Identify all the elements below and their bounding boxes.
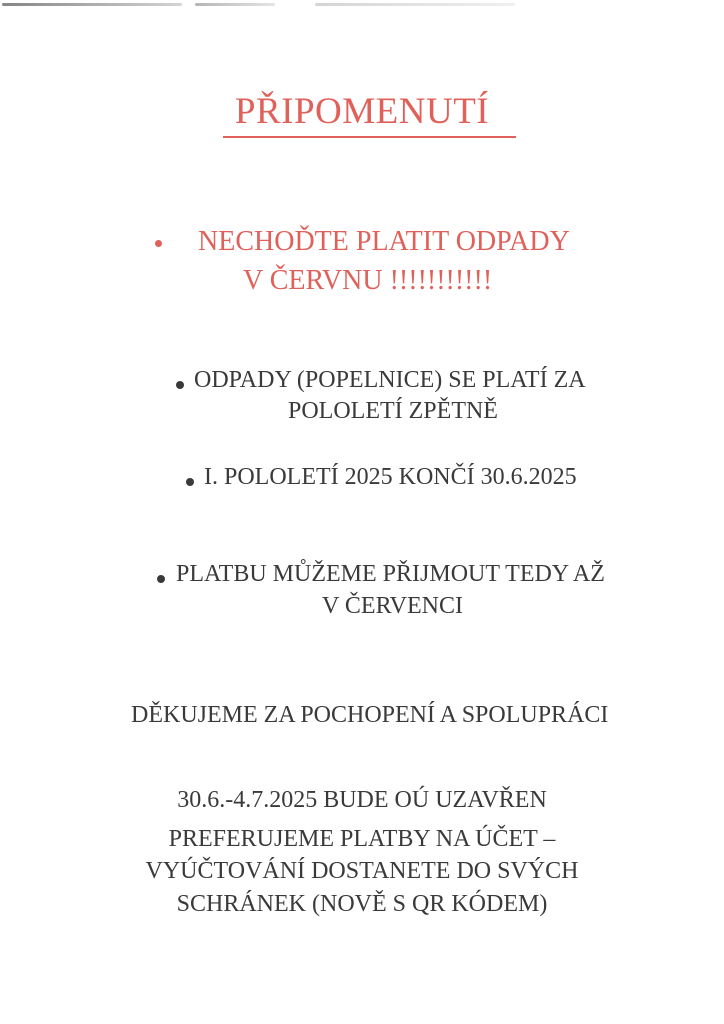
bullet-icon (186, 478, 194, 486)
bullet-icon (155, 240, 162, 247)
scan-edge-artifact (0, 3, 724, 7)
page-title: PŘIPOMENUTÍ (234, 91, 490, 132)
bullet-1-line-1: ODPADY (POPELNICE) SE PLATÍ ZA (194, 367, 586, 393)
bullet-3-line-2: V ČERVENCI (322, 593, 463, 619)
payment-note-line-2: VYÚČTOVÁNÍ DOSTANETE DO SVÝCH (145, 858, 579, 884)
bullet-icon (176, 381, 184, 389)
warning-line-2: V ČERVNU !!!!!!!!!!! (243, 265, 493, 296)
bullet-2-line-1: I. POLOLETÍ 2025 KONČÍ 30.6.2025 (204, 464, 577, 490)
bullet-1-line-2: POLOLETÍ ZPĚTNĚ (288, 398, 498, 424)
office-closure-text: 30.6.-4.7.2025 BUDE OÚ UZAVŘEN (177, 787, 547, 813)
payment-note-line-3: SCHRÁNEK (NOVĚ S QR KÓDEM) (176, 891, 548, 917)
bullet-3-line-1: PLATBU MŮŽEME PŘIJMOUT TEDY AŽ (176, 561, 605, 587)
warning-line-1: NECHOĎTE PLATIT ODPADY (198, 226, 570, 257)
bullet-icon (157, 575, 165, 583)
payment-note-line-1: PREFERUJEME PLATBY NA ÚČET – (168, 826, 556, 852)
title-underline (223, 136, 516, 138)
thanks-text: DĚKUJEME ZA POCHOPENÍ A SPOLUPRÁCI (131, 702, 609, 728)
